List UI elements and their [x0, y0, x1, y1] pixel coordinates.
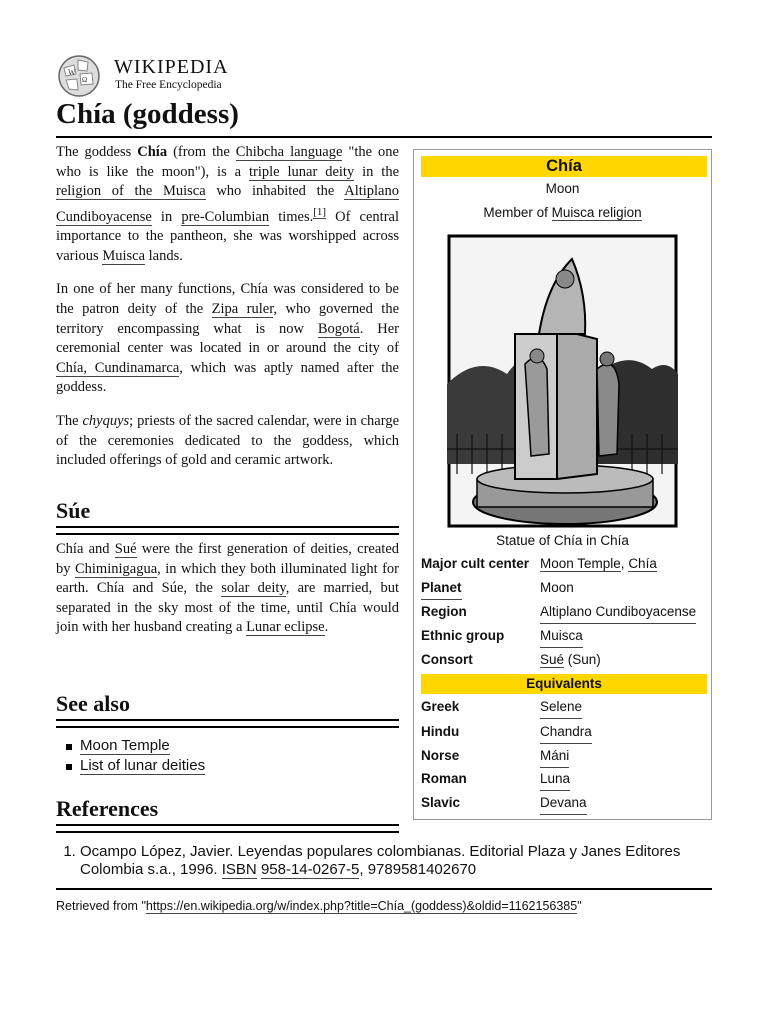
section-heading-sue: Súe [56, 498, 91, 523]
link-bogota[interactable]: Bogotá [317, 320, 360, 337]
wikipedia-logo[interactable] [56, 54, 236, 98]
infobox-row-region: Region Altiplano Cundiboyacense [421, 601, 707, 623]
section-heading-see-also: See also [56, 691, 130, 716]
infobox-title: Chía [421, 156, 707, 177]
infobox-row-ethnic-group: Ethnic group Muisca [421, 625, 707, 647]
link-chibcha-language[interactable]: Chibcha language [235, 144, 343, 160]
title-divider [56, 136, 712, 138]
link-list-of-lunar-deities[interactable]: List of lunar deities [80, 757, 206, 774]
article-body [56, 143, 399, 485]
permalink[interactable]: https://en.wikipedia.org/w/index.php?title=Chía_(goddess)&oldid=1162156385 [145, 899, 578, 913]
equivalents-header: Equivalents [421, 674, 707, 694]
link-lunar-eclipse[interactable]: Lunar eclipse [246, 619, 325, 636]
link-moon-temple[interactable]: Moon Temple [80, 737, 170, 754]
svg-text:Ω: Ω [82, 76, 88, 84]
equivalent-row-slavic: Slavic Devana [421, 792, 707, 814]
patron-paragraph: In one of her many functions, Chía was considered to be the patron deity of the Zipa ruler, who governed the territory encompassing what is now Bogotá. Her ceremonial center was located in or around the city of Chía, Cundinamarca, which was aptly named after the goddess. [56, 281, 400, 396]
list-item [56, 756, 205, 776]
section-divider [56, 526, 399, 535]
statue-caption: Statue of Chía in Chía [496, 533, 629, 548]
link-devana[interactable]: Devana [540, 792, 587, 815]
link-pre-columbian[interactable]: pre-Columbian [181, 208, 270, 225]
link-zipa-ruler[interactable]: Zipa ruler [211, 300, 274, 317]
link-solar-deity[interactable]: solar deity [221, 580, 286, 597]
link-moon-temple-infobox[interactable]: Moon Temple [540, 556, 621, 571]
link-planet[interactable]: Planet [421, 577, 462, 600]
chyquys-paragraph: The chyquys; priests of the sacred calendar, were in charge of the ceremonies dedicated to the goddess, which included offerings of gold and ceramic artwork. [56, 412, 399, 469]
link-chia-cundinamarca[interactable]: Chía, Cundinamarca [56, 359, 180, 376]
references-list [56, 843, 712, 878]
link-isbn[interactable]: ISBN [221, 860, 257, 878]
link-muisca-religion[interactable]: Muisca religion [551, 205, 642, 220]
link-triple-lunar-deity[interactable]: triple lunar deity [248, 163, 355, 180]
retrieved-from: Retrieved from "https://en.wikipedia.org/w/index.php?title=Chía_(goddess)&oldid=1162156385" [56, 899, 582, 913]
equivalent-row-hindu: Hindu Chandra [421, 721, 707, 743]
section-divider [56, 824, 399, 833]
wikipedia-globe-icon [56, 54, 102, 98]
equivalent-row-norse: Norse Máni [421, 745, 707, 767]
link-isbn-number[interactable]: 958-14-0267-5 [260, 860, 360, 878]
link-muisca[interactable]: Muisca [102, 247, 145, 264]
link-ethnic-group[interactable]: Muisca [540, 625, 583, 648]
footer-divider [56, 888, 712, 890]
sue-paragraph: Chía and Sué were the first generation of deities, created by Chiminigagua, in which they both illuminated light for earth. Chía and Súe, the solar deity, are married, but separated in the sky most of the time, until Chía would join with her husband creating a Lunar eclipse. [56, 541, 400, 636]
link-altiplano[interactable]: Altiplano Cundiboyacense [56, 183, 399, 225]
statue-photo[interactable] [447, 234, 678, 528]
see-also-list [56, 736, 205, 776]
infobox-member: Member of Muisca religion [483, 205, 642, 220]
citation-1[interactable]: [1] [313, 205, 327, 218]
link-region[interactable]: Altiplano Cundiboyacense [540, 601, 696, 624]
statue-image-icon [447, 234, 678, 528]
sue-section [56, 540, 399, 652]
link-selene[interactable]: Selene [540, 696, 582, 719]
infobox-row-consort: Consort Sué (Sun) [421, 652, 601, 667]
list-item [56, 736, 205, 756]
equivalent-row-greek: Greek Selene [421, 696, 707, 718]
svg-text:W: W [68, 68, 76, 77]
reference-item: 1. Ocampo López, Javier. Leyendas populares colombianas. Editorial Plaza y Janes Editores Colombia s.a., 1996. ISBN 958-14-0267-5, 9789581402670 [80, 843, 712, 878]
link-luna[interactable]: Luna [540, 768, 570, 791]
section-divider [56, 719, 399, 728]
infobox-row-planet: Planet Moon [421, 577, 707, 599]
infobox-subtitle: Moon [545, 181, 580, 196]
link-sue[interactable]: Sué [114, 541, 137, 557]
intro-paragraph: The goddess Chía (from the Chibcha language "the one who is like the moon"), is a triple lunar deity in the religion of the Muisca who inhabited the Altiplano Cundiboyacense in pre-Columbian times.[1] Of central importance to the pantheon, she was worshipped across various Muisca lands. [56, 144, 400, 264]
equivalent-row-roman: Roman Luna [421, 768, 707, 790]
link-chiminigagua[interactable]: Chiminigagua [74, 560, 158, 577]
link-chia[interactable]: Chía [628, 556, 657, 571]
wordmark: WIKIPEDIA [114, 56, 229, 78]
tagline: The Free Encyclopedia [115, 79, 222, 91]
infobox-row-major-cult-center: Major cult center Moon Temple, Chía [421, 556, 657, 571]
link-consort[interactable]: Sué [540, 652, 565, 667]
link-chandra[interactable]: Chandra [540, 721, 592, 744]
section-heading-references: References [56, 796, 159, 821]
link-mani[interactable]: Máni [540, 745, 569, 768]
page-title: Chía (goddess) [56, 98, 239, 130]
infobox [413, 149, 712, 820]
link-religion-of-the-muisca[interactable]: religion of the Muisca [56, 183, 206, 200]
